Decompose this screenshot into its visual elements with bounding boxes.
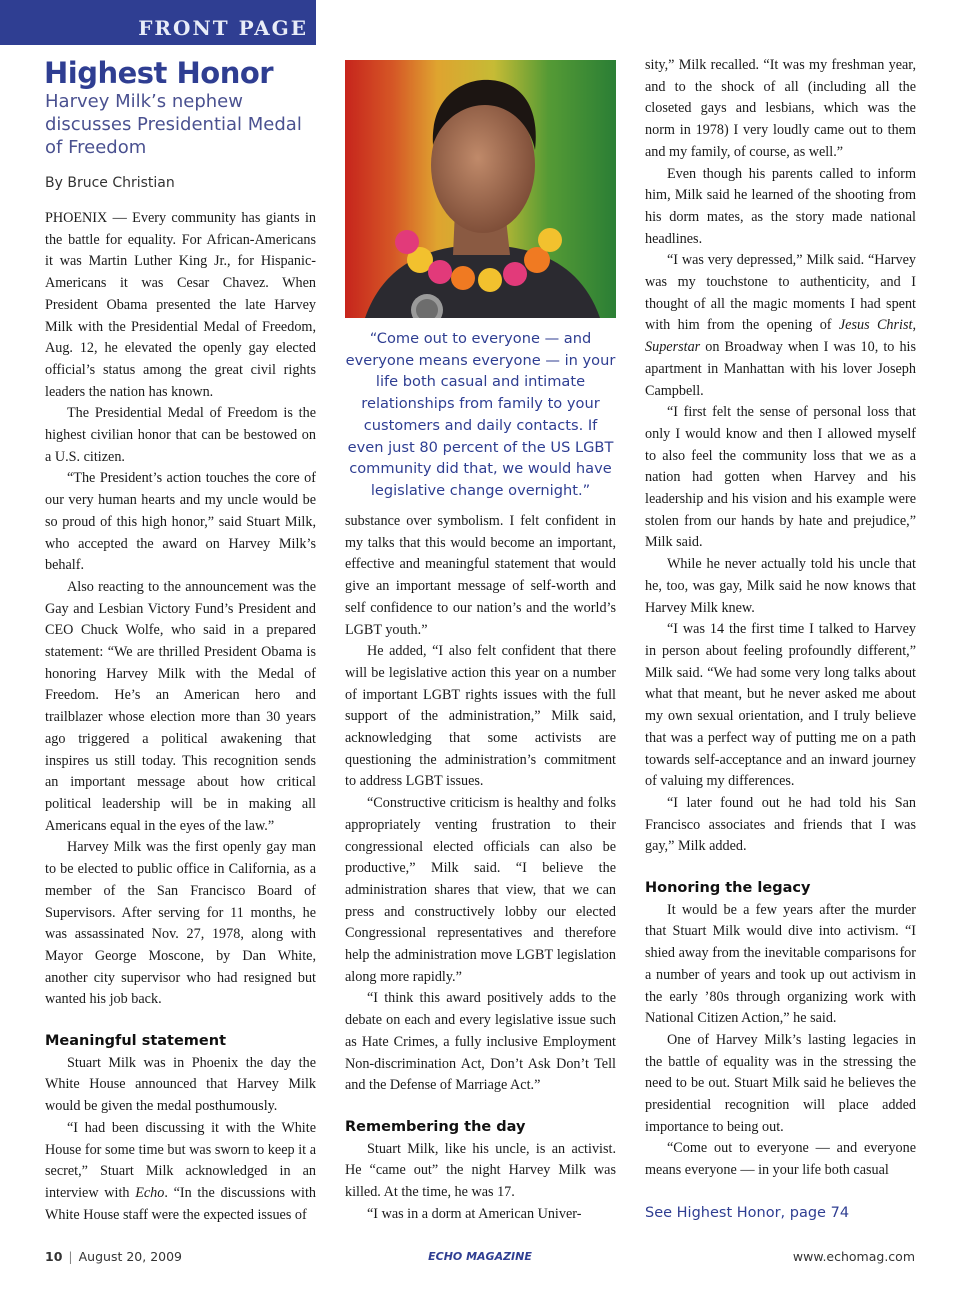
paragraph: Also reacting to the announcement was the Gay and Lesbian Victory Fund’s President and CEO Chuck Wolfe, who said in a prepared statement: “We are thrilled President Obama is honoring Harvey Milk with the Medal of Freedom. He’s an American hero and trailblazer whose election more than 30 years ago triggered a political awakening that inspires us still today. This recognition sends an important message about how critical political leadership will be in making all Americans equal in the eyes of the law.”: [45, 578, 316, 834]
paragraph: The Presidential Medal of Freedom is the highest civilian honor that can be bestowed on a U.S. citizen.: [45, 405, 316, 465]
paragraph: Even though his parents called to inform him, Milk said he learned of the shooting from his dorm mates, as the story made national headlines.: [645, 165, 916, 247]
article-column-3: [645, 55, 916, 1182]
jump-line: See Highest Honor, page 74: [645, 1205, 850, 1221]
paragraph: Stuart Milk was in Phoenix the day the White House announced that Harvey Milk would be given the medal posthumously.: [45, 1054, 316, 1115]
subhead: Honoring the legacy: [645, 880, 811, 897]
paragraph: One of Harvey Milk’s lasting legacies in the battle of equality was in the stressing the need to be out. Stuart Milk said he believes the presidential recognition will place added importance to being out.: [645, 1031, 916, 1135]
byline: By Bruce Christian: [45, 175, 175, 191]
paragraph: It would be a few years after the murder that Stuart Milk would dive into activism. “I shied away from the inevitable comparisons for a number of years and took up out activism in the early ’80s through organizing work with National Citizen Action,” he said.: [645, 901, 916, 1027]
paragraph: “The President’s action touches the core of our very human hearts and my uncle would be so proud of this high honor,” said Stuart Milk, who accepted the award on Harvey Milk’s behalf.: [45, 470, 316, 574]
paragraph: “I was in a dorm at American Univer-: [367, 1205, 582, 1222]
section-banner: [0, 0, 316, 45]
paragraph: “I first felt the sense of personal loss that only I would know and then I allowed myself to also feel the community loss that we as a nation had gotten when Harvey and his leadership and his vision and his example were stolen from our hands by hate and prejudice,” Milk said.: [645, 404, 916, 551]
publication-name: ECHO MAGAZINE: [428, 1250, 532, 1263]
article-column-1: [45, 208, 316, 1226]
paragraph: “Constructive criticism is healthy and folks appropriately venting frustration to their congressional elected officials can also be productive,” Milk said. “I believe the administration shares that view, that we can press and constructively lobby our elected Congressional representatives and therefore help the administration move LGBT legislation along more rapidly.”: [345, 795, 616, 985]
deck-subheadline: Harvey Milk’s nephew discusses Presidential Medal of Freedom: [45, 91, 302, 158]
paragraph: While he never actually told his uncle that he, too, was gay, Milk said he now knows that Harvey Milk knew.: [645, 556, 916, 616]
portrait-photo: [345, 60, 616, 318]
subhead: Meaningful statement: [45, 1033, 227, 1050]
paragraph: “Come out to everyone — and everyone means everyone — in your life both casual: [645, 1140, 916, 1179]
paragraph: “I had been discussing it with the White House for some time but was sworn to keep it a secret,” Stuart Milk acknowledged in an interview with Echo. “In the discussions with White House staff were the expected issues of: [45, 1119, 316, 1223]
page-number: 10: [45, 1249, 63, 1264]
issue-date: August 20, 2009: [78, 1249, 183, 1264]
paragraph: “I was very depressed,” Milk said. “Harvey was my touchstone to authenticity, and I thought of all the magic moments I had spent with him from the opening of Jesus Christ, Superstar on Broadway when I was 10, to his apartment in Manhattan with his lover Joseph Campbell.: [645, 252, 916, 399]
photo-illustration: [345, 60, 616, 318]
article-column-2: [345, 511, 616, 1226]
paragraph: “I was 14 the first time I talked to Harvey in person about feeling profoundly different,” Milk said. “We had some very long talks about what that meant, but he never asked me about my own sexual orientation, and I truly believe that was a perfect way of putting me on a path towards self-acceptance and an inward journey of valuing my differences.: [645, 621, 916, 790]
section-label: FRONT PAGE: [138, 16, 308, 40]
subhead: Remembering the day: [345, 1118, 526, 1135]
website-url: www.echomag.com: [792, 1249, 915, 1264]
footer-separator: |: [68, 1249, 73, 1264]
pull-quote: “Come out to everyone — and everyone means everyone — in your life both casual and intimate relationships from family to your customers and daily contacts. If even just 80 percent of the US LGBT community did that, we would have legislative change overnight.”: [345, 330, 616, 499]
paragraph: substance over symbolism. I felt confident in my talks that this would become an important, effective and meaningful statement that would give an important message of self-worth and self confidence to our nation’s and the world’s LGBT youth.”: [345, 513, 616, 638]
paragraph: sity,” Milk recalled. “It was my freshman year, and to the shock of all (including all the closeted gays and lesbians, which was the norm in 1978) I very loudly came out to them and my family, of course, as well.”: [645, 57, 916, 160]
paragraph: “I later found out he had told his San Francisco associates and friends that I was gay,” Milk added.: [645, 794, 916, 855]
paragraph: PHOENIX — Every community has giants in the battle for equality. For African-Americans it was Martin Luther King Jr., for Hispanic-Americans it was Cesar Chavez. When President Obama presented the late Harvey Milk with the Presidential Medal of Freedom, Aug. 12, he elevated the openly gay elected official’s status among the great civil rights leaders the nation has known.: [45, 210, 316, 400]
paragraph: Harvey Milk was the first openly gay man to be elected to public office in California, as a member of the San Francisco Board of Supervisors. After serving for 11 months, he was assassinated Nov. 27, 1978, along with Mayor George Moscone, by Dan White, another city supervisor who had resigned but wanted his job back.: [45, 839, 316, 1008]
paragraph: He added, “I also felt confident that there will be legislative action this year on a number of important LGBT rights issues with the full support of the administration,” Milk said, acknowledging that some activists are questioning the administration’s commitment to address LGBT issues.: [345, 643, 616, 790]
paragraph: Stuart Milk, like his uncle, is an activist. He “came out” the night Harvey Milk was killed. At the time, he was 17.: [345, 1140, 616, 1201]
headline: Highest Honor: [44, 56, 274, 90]
paragraph: “I think this award positively adds to the debate on each and every legislative issue such as Hate Crimes, a fully inclusive Employment Non-discrimination Act, Don’t Ask Don’t Tell and the Defense of Marriage Act.”: [345, 990, 616, 1094]
